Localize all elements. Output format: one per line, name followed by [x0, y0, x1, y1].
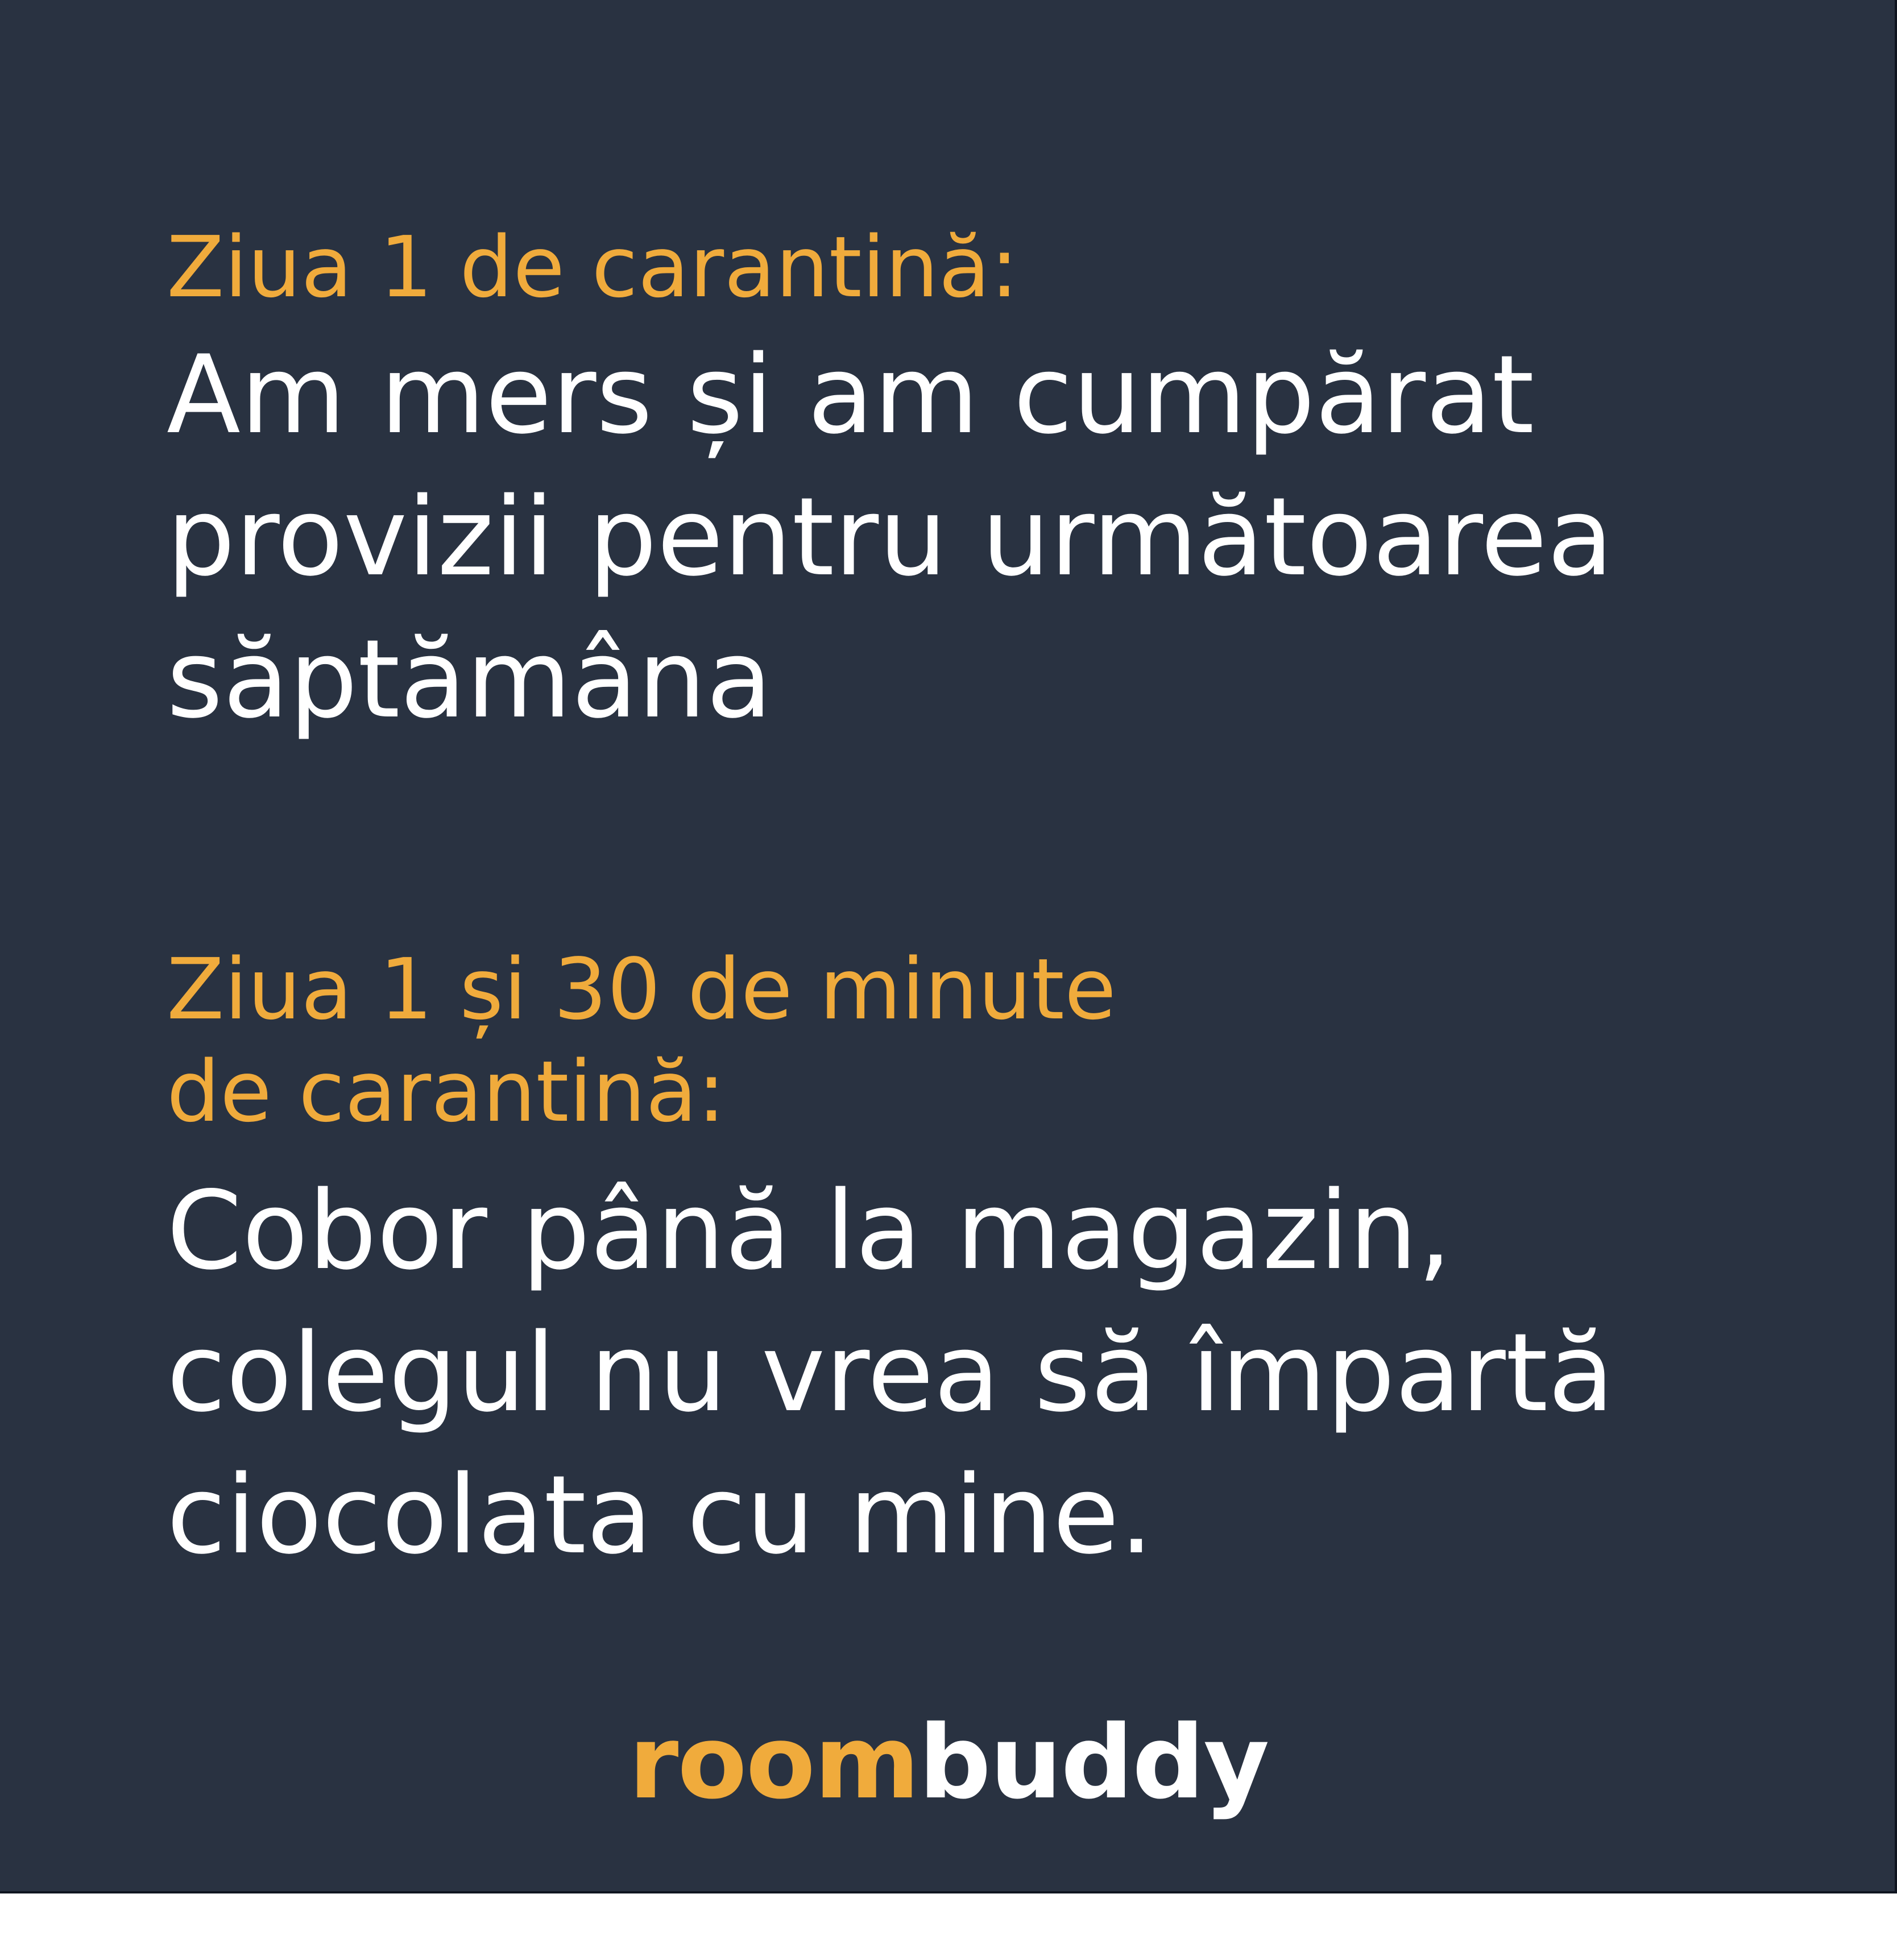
meme-content: [167, 216, 1816, 1586]
day-1-30min-statement-line-2: colegul nu vrea să împartă: [167, 1310, 1614, 1436]
roombuddy-logo: [0, 1706, 1897, 1820]
day-1-heading-line: Ziua 1 de carantină:: [167, 218, 1019, 316]
day-1-statement-line-1: Am mers și am cumpărat: [167, 332, 1535, 458]
day-1-block: [167, 216, 1816, 751]
logo-room-text: room: [628, 1704, 919, 1821]
day-1-30min-heading-line-1: Ziua 1 și 30 de minute: [167, 940, 1116, 1038]
day-1-30min-heading-line-2: de carantină:: [167, 1043, 726, 1141]
day-1-30min-block: [167, 938, 1816, 1586]
day-1-heading: [167, 216, 1816, 318]
day-1-30min-statement: [167, 1160, 1816, 1586]
logo-buddy-text: buddy: [918, 1704, 1269, 1821]
day-1-30min-statement-line-1: Cobor până la magazin,: [167, 1168, 1452, 1294]
day-1-30min-statement-line-3: ciocolata cu mine.: [167, 1452, 1154, 1578]
day-1-statement-line-3: săptămâna: [167, 616, 773, 742]
day-1-30min-heading: [167, 938, 1816, 1143]
day-1-statement: [167, 324, 1816, 751]
day-1-statement-line-2: provizii pentru următoarea: [167, 474, 1614, 600]
